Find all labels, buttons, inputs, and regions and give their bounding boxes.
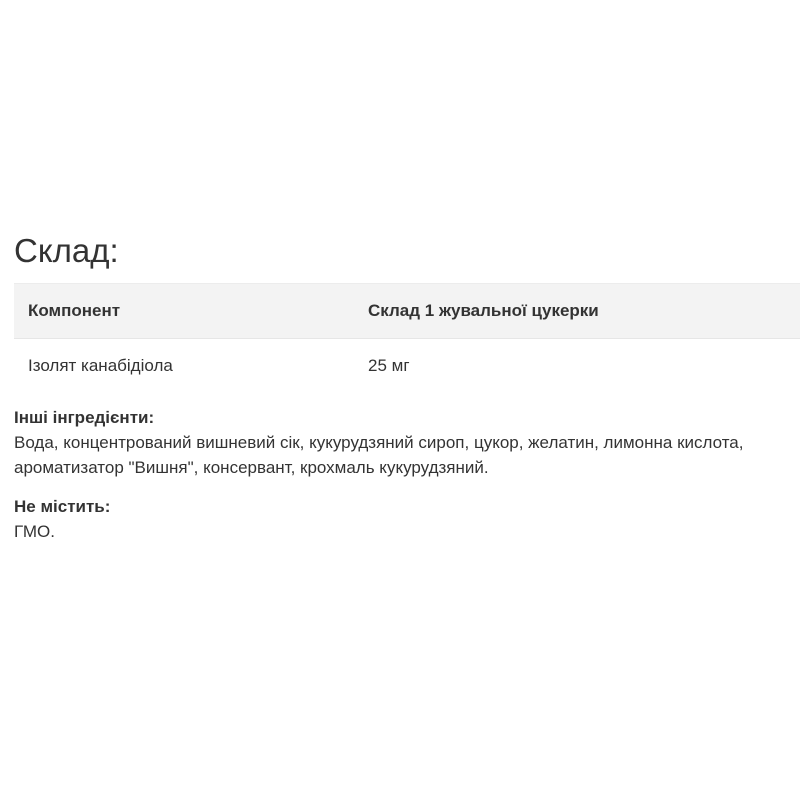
does-not-contain [14, 494, 800, 544]
table-cell-component: Ізолят канабідіола [28, 356, 173, 375]
other-ingredients-text: Вода, концентрований вишневий сік, кукурудзяний сироп, цукор, желатин, лимонна кислота, ароматизатор "Вишня", консервант, крохмаль кукурудзяний. [14, 433, 744, 477]
composition-table [14, 283, 800, 393]
table-header-component: Компонент [28, 301, 121, 320]
table-row [14, 339, 800, 393]
does-not-contain-text: ГМО. [14, 522, 55, 541]
composition-section [14, 226, 800, 544]
table-header-amount: Склад 1 жувальної цукерки [368, 301, 599, 320]
other-ingredients [14, 405, 800, 480]
other-ingredients-label: Інші інгредієнти: [14, 408, 155, 427]
table-cell-amount: 25 мг [368, 356, 410, 375]
does-not-contain-label: Не містить: [14, 497, 111, 516]
composition-title: Склад: [14, 232, 119, 269]
table-header-row [14, 283, 800, 339]
